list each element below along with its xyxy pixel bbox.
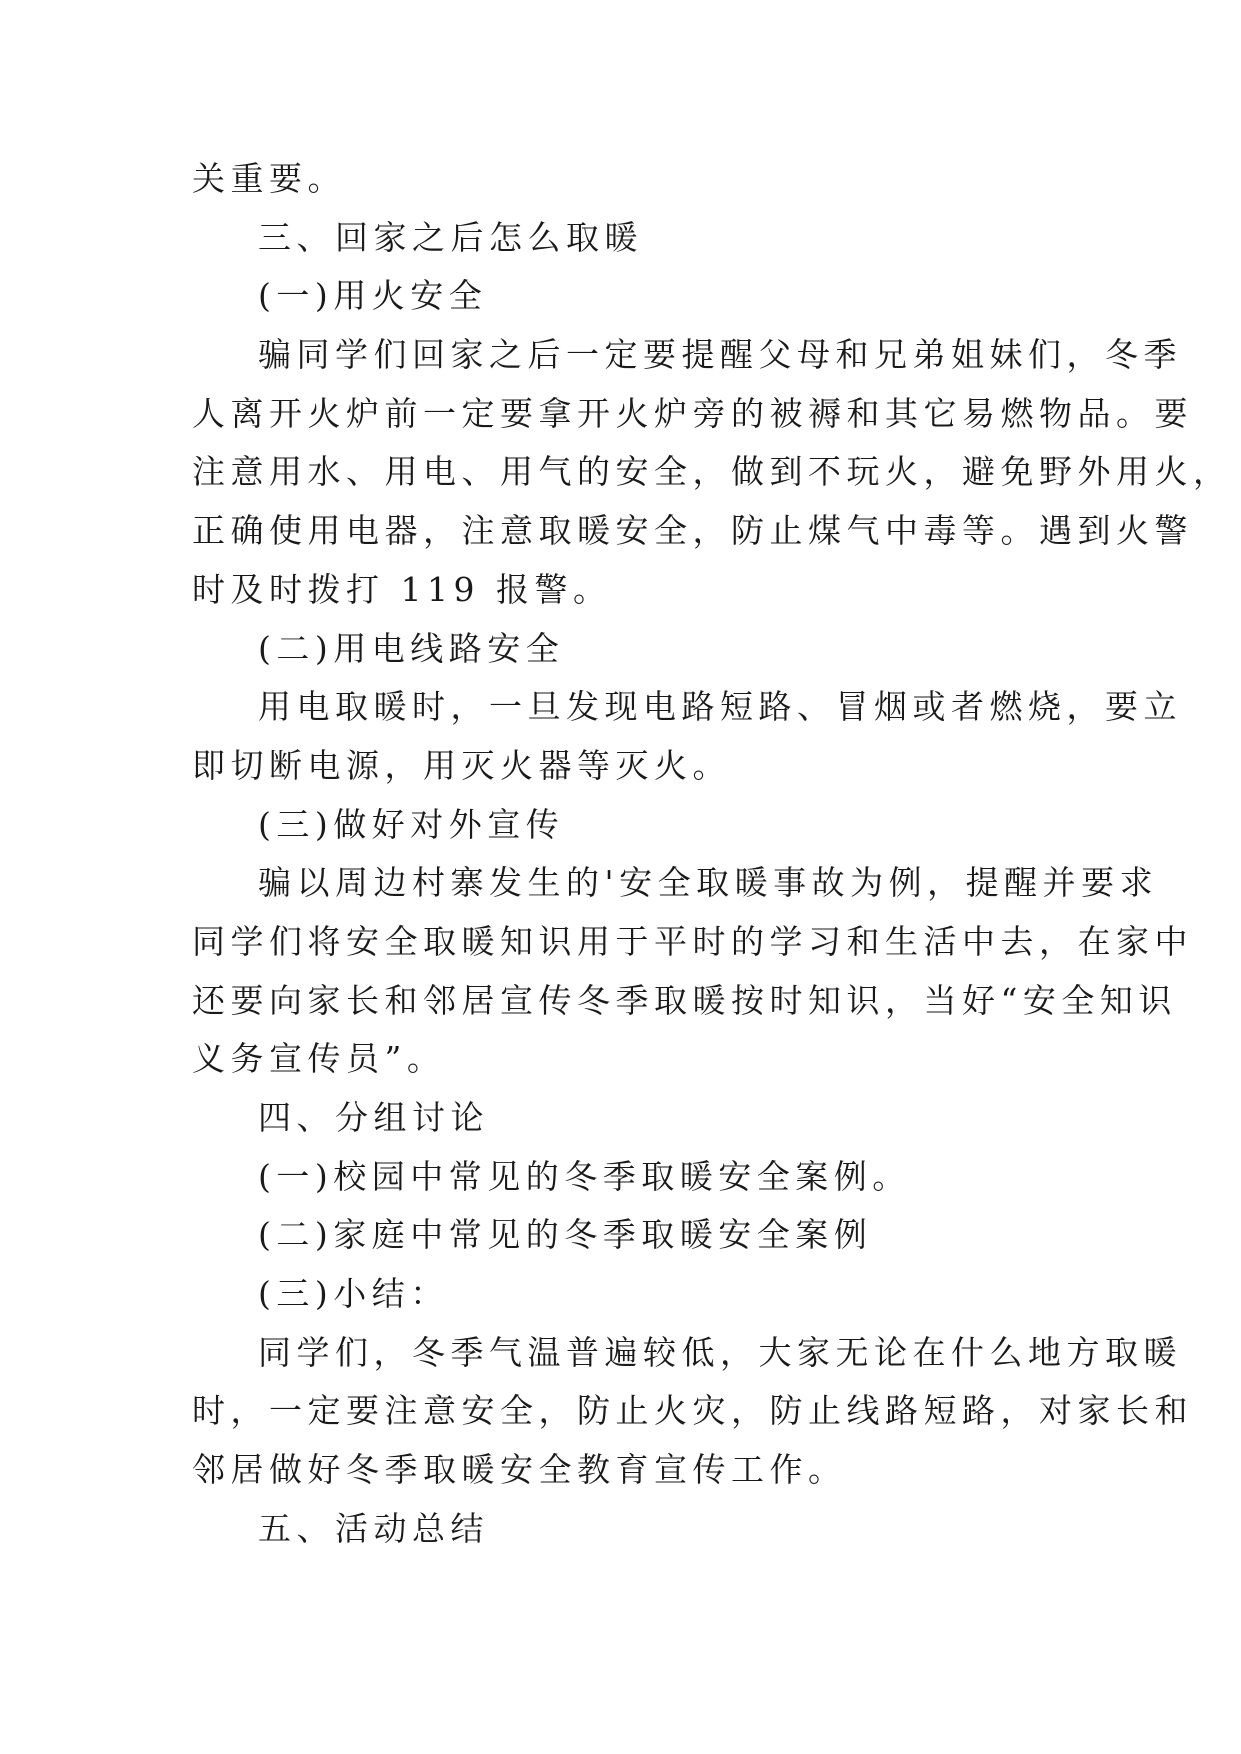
subheading: (三)小结： — [258, 1274, 449, 1314]
section-heading-3: 三、回家之后怎么取暖 — [258, 217, 643, 257]
paragraph-line: 邻居做好冬季取暖安全教育宣传工作。 — [192, 1450, 847, 1490]
paragraph-line: 即切断电源，用灭火器等灭火。 — [192, 745, 731, 785]
subheading: (一)用火安全 — [258, 276, 488, 316]
section-heading-5: 五、活动总结 — [258, 1508, 489, 1548]
paragraph-line: 用电取暖时，一旦发现电路短路、冒烟或者燃烧，要立 — [258, 687, 1182, 727]
paragraph-line: 骗同学们回家之后一定要提醒父母和兄弟姐妹们，冬季 — [258, 335, 1182, 375]
paragraph-line: 时，一定要注意安全，防止火灾，防止线路短路，对家长和 — [192, 1391, 1193, 1431]
paragraph-line: 义务宣传员”。 — [192, 1039, 446, 1079]
subheading: (一)校园中常见的冬季取暖安全案例。 — [258, 1156, 911, 1196]
document-body — [192, 150, 1232, 1559]
section-heading-4: 四、分组讨论 — [258, 1098, 489, 1137]
paragraph-line: 骗以周边村寨发生的'安全取暖事故为例，提醒并要求 — [258, 863, 1159, 903]
subheading: (二)用电线路安全 — [258, 628, 565, 668]
paragraph-line: 同学们，冬季气温普遍较低，大家无论在什么地方取暖 — [258, 1332, 1182, 1372]
paragraph-line: 同学们将安全取暖知识用于平时的学习和生活中去，在家中 — [192, 921, 1193, 961]
paragraph-line: 人离开火炉前一定要拿开火炉旁的被褥和其它易燃物品。要 — [192, 393, 1193, 433]
subheading: (三)做好对外宣传 — [258, 804, 565, 844]
paragraph-line: 注意用水、用电、用气的安全，做到不玩火，避免野外用火， — [192, 452, 1232, 492]
paragraph-line: 时及时拨打 119 报警。 — [192, 569, 612, 609]
line-continuation: 关重要。 — [192, 159, 346, 198]
subheading: (二)家庭中常见的冬季取暖安全案例 — [258, 1215, 873, 1255]
paragraph-line: 正确使用电器，注意取暖安全，防止煤气中毒等。遇到火警 — [192, 511, 1193, 551]
paragraph-line: 还要向家长和邻居宣传冬季取暖按时知识，当好“安全知识 — [192, 980, 1177, 1020]
